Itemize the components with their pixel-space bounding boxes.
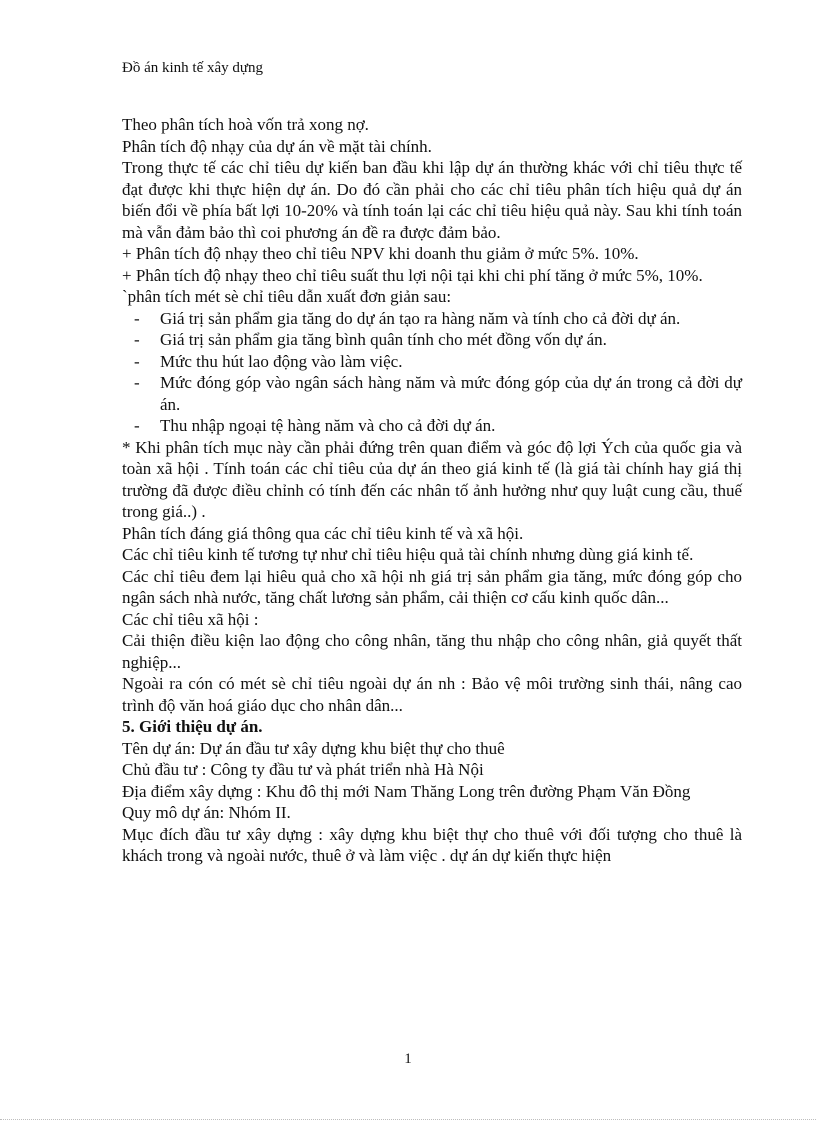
paragraph: * Khi phân tích mục này cần phải đứng trên quan điểm và góc độ lợi Ých của quốc gia và toàn xã hội . Tính toán các chỉ tiêu của dự án theo giá kinh tế (là giá tài chính hay giá thị trường đã được điều chỉnh có tính đến các nhân tố ảnh hưởng như quy luật cung cầu, thuế trong giá..) . [122, 437, 742, 521]
paragraph: Quy mô dự án: Nhóm II. [122, 803, 291, 822]
paragraph: Phân tích độ nhạy của dự án về mặt tài chính. [122, 136, 432, 156]
paragraph: Phân tích đáng giá thông qua các chỉ tiêu kinh tế và xã hội. [122, 523, 524, 543]
paragraph: Mục đích đầu tư xây dựng : xây dựng khu biệt thự cho thuê với đối tượng cho thuê là khách trong và ngoài nước, thuê ở và làm việc . dự án dự kiến thực hiện [122, 824, 742, 865]
running-header: Đồ án kinh tế xây dựng [122, 60, 264, 76]
paragraph: Các chỉ tiêu đem lại hiêu quả cho xã hội nh giá trị sản phẩm gia tăng, mức đóng góp cho ngân sách nhà nước, tăng chất lương sản phẩm, cải thiện cơ cấu kinh quốc dân... [122, 566, 742, 607]
bullet-dash: - [134, 373, 140, 392]
section-heading: 5. Giới thiệu dự án. [122, 717, 263, 736]
paragraph: Ngoài ra cón có mét sè chỉ tiêu ngoài dự án nh : Bảo vệ môi trường sinh thái, nâng cao trình độ văn hoá giáo dục cho nhân dân... [122, 674, 742, 715]
list-item [122, 308, 742, 330]
list-item [122, 351, 742, 373]
paragraph: Địa điểm xây dựng : Khu đô thị mới Nam Thăng Long trên đường Phạm Văn Đồng [122, 781, 691, 801]
paragraph: Chủ đầu tư : Công ty đầu tư và phát triển nhà Hà Nội [122, 760, 484, 779]
paragraph: + Phân tích độ nhạy theo chỉ tiêu suất thu lợi nội tại khi chi phí tăng ở mức 5%, 10%. [122, 265, 703, 285]
paragraph: Các chỉ tiêu xã hội : [122, 609, 259, 629]
paragraph: `phân tích mét sè chỉ tiêu dẫn xuất đơn giản sau: [122, 287, 452, 306]
list-item-text: Mức thu hút lao động vào làm việc. [160, 351, 403, 371]
paragraph: + Phân tích độ nhạy theo chỉ tiêu NPV khi doanh thu giảm ở mức 5%. 10%. [122, 244, 639, 263]
list-item-text: Giá trị sản phẩm gia tăng do dự án tạo ra hàng năm và tính cho cả đời dự án. [160, 308, 681, 328]
paragraph: Cải thiện điều kiện lao động cho công nhân, tăng thu nhập cho công nhân, giả quyết thất nghiệp... [122, 631, 742, 672]
paragraph: Trong thực tế các chỉ tiêu dự kiến ban đầu khi lập dự án thường khác với chỉ tiêu thực tế đạt được khi thực hiện dự án. Do đó cần phải cho các chỉ tiêu phân tích hiệu quả dự án biến đổi về phía bất lợi 10-20% và tính toán lại các chỉ tiêu hiệu quả này. Sau khi tính toán mà vẫn đảm bảo thì coi phương án đề ra được đảm bảo. [122, 158, 742, 242]
page-boundary [0, 1119, 816, 1120]
list-item-text: Mức đóng góp vào ngân sách hàng năm và mức đóng góp của dự án trong cả đời dự án. [160, 373, 742, 414]
list-item [122, 329, 742, 351]
document-body [122, 114, 742, 867]
list-item-text: Giá trị sản phẩm gia tăng bình quân tính cho mét đồng vốn dự án. [160, 330, 607, 349]
paragraph: Theo phân tích hoà vốn trả xong nợ. [122, 115, 369, 134]
bullet-list [122, 308, 742, 437]
bullet-dash: - [134, 416, 140, 435]
paragraph: Tên dự án: Dự án đầu tư xây dựng khu biệt thự cho thuê [122, 738, 505, 758]
paragraph: Các chỉ tiêu kinh tế tương tự như chỉ tiêu hiệu quả tài chính nhưng dùng giá kinh tế. [122, 545, 694, 564]
list-item [122, 415, 742, 437]
list-item-text: Thu nhập ngoại tệ hàng năm và cho cả đời dự án. [160, 416, 496, 435]
page-number: 1 [404, 1051, 412, 1067]
list-item [122, 372, 742, 415]
bullet-dash: - [134, 330, 140, 349]
bullet-dash: - [134, 351, 140, 371]
bullet-dash: - [134, 308, 140, 328]
